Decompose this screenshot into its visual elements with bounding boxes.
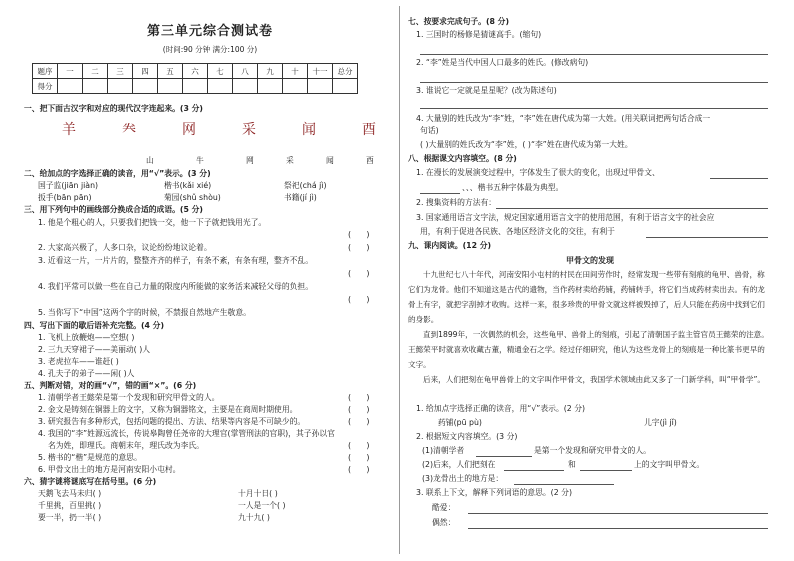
q8-item: 用，有利于促进各民族、各地区经济文化的交往，有利于 xyxy=(420,227,615,236)
q7-item: 1. 三国时的杨修是猜谜高手。(缩句) xyxy=(416,30,542,39)
q3-item: 4. 我们平常可以做一些在自己力量的限度内所能做的家务活来减轻父母的负担。 xyxy=(38,282,314,291)
q9-sub: (1)清朝学者 xyxy=(422,446,465,455)
q9-sub: 2. 根据短文内容填空。(3 分) xyxy=(416,432,518,441)
q4-heading: 四、写出下面的歇后语补充完整。(4 分) xyxy=(24,321,165,330)
answer-paren[interactable]: ( ) xyxy=(348,417,370,426)
ancient-glyph: 酉 xyxy=(362,122,376,138)
score-table-header: 题序 xyxy=(33,64,58,79)
q4-item: 4. 孔夫子的弟子——闲( )人 xyxy=(38,369,135,378)
score-table-cell[interactable] xyxy=(83,79,108,94)
q7-item[interactable]: ( )大量别的姓氏改为“李”姓，( )“李”姓在唐代成为第一大姓。 xyxy=(420,140,633,149)
answer-line[interactable] xyxy=(420,54,768,55)
q8-heading: 八、根据课文内容填空。(8 分) xyxy=(408,154,517,163)
essay-paragraph: 十九世纪七八十年代，河南安阳小屯村的村民在田间劳作时，经常发现一些带有刻痕的龟甲、兽骨，称它们为龙骨。他们不知道这是古代的遗物，当作药材卖给药铺，药铺转手，将它们当成药材卖出去。有的龙骨上有字，就把字刮掉才收购。这样一来，很多珍贵的甲骨文就这样被毁掉了，后人只能在药房中找到它们的身影。 xyxy=(408,270,765,324)
q3-item: 2. 大家高兴极了，人多口杂，议论纷纷地议论着。 xyxy=(38,243,212,252)
answer-line[interactable] xyxy=(420,82,768,83)
answer-line[interactable] xyxy=(468,513,768,514)
q3-item: 3. 近看这一片，一片片的，整整齐齐的样子，有条不紊，有条有理，整齐不乱。 xyxy=(38,256,314,265)
score-table-cell[interactable] xyxy=(58,79,83,94)
modern-char: 采 xyxy=(286,156,294,165)
q7-item: 句话) xyxy=(420,126,439,135)
essay-paragraph: 后来，人们把刻在龟甲兽骨上的文字叫作甲骨文，我国学术领域由此又多了一门新学科，叫“甲骨学”。 xyxy=(423,375,765,384)
q4-item: 3. 老虎拉车——谁赶( ) xyxy=(38,357,119,366)
score-table-cell[interactable] xyxy=(308,79,333,94)
q9-sub: (2)后来，人们把刻在 xyxy=(422,460,496,469)
score-table-header: 三 xyxy=(108,64,133,79)
page-title: 第三单元综合测试卷 xyxy=(146,24,273,39)
page-subtitle: (时间:90 分钟 满分:100 分) xyxy=(162,45,258,54)
essay-title: 甲骨文的发现 xyxy=(566,256,614,265)
q7-item: 4. 大量别的姓氏改为“李”姓，“李”姓在唐代成为第一大姓。(用关联词把两句话合成一 xyxy=(416,114,711,123)
answer-line[interactable] xyxy=(496,208,768,209)
score-table-header: 六 xyxy=(183,64,208,79)
answer-paren[interactable]: ( ) xyxy=(348,441,370,450)
q8-item: 3. 国家通用语言文字法，规定国家通用语言文字的使用范围，有利于语言文字的社会应 xyxy=(416,213,715,222)
score-table-header: 九 xyxy=(258,64,283,79)
score-table-cell[interactable] xyxy=(333,79,358,94)
score-table-cell[interactable] xyxy=(133,79,158,94)
answer-paren[interactable]: ( ) xyxy=(348,269,370,278)
pinyin-choice[interactable]: 扳手(bān pān) xyxy=(38,193,92,202)
answer-paren[interactable]: ( ) xyxy=(348,295,370,304)
modern-char: 牛 xyxy=(196,156,204,165)
q8-item: 2. 搜集资料的方法有： xyxy=(416,198,497,207)
riddle[interactable]: 十月十日( ) xyxy=(238,489,278,498)
q5-item: 名为姓，即理氏。商朝末年，理氏改为李氏。 xyxy=(48,441,204,450)
q7-item: 3. 谁说它一定就是星星呢？(改为陈述句) xyxy=(416,86,557,95)
ancient-glyph: 闻 xyxy=(302,122,316,138)
pinyin-choice[interactable]: 药铺(pū pù) xyxy=(438,418,482,427)
q4-item: 2. 三九天穿裙子——美丽动( )人 xyxy=(38,345,151,354)
answer-line[interactable] xyxy=(420,193,460,194)
score-table-cell[interactable] xyxy=(108,79,133,94)
q8-item: 1. 在漫长的发展演变过程中，字体发生了很大的变化，出现过甲骨文、 xyxy=(416,168,660,177)
ancient-glyph: 羊 xyxy=(62,122,76,138)
score-table-header: 五 xyxy=(158,64,183,79)
ancient-glyph: 𠔉 xyxy=(122,122,136,138)
score-table-cell[interactable] xyxy=(233,79,258,94)
q3-item: 5. 当你写下“中国”这两个字的时候，不禁报自然地产生敬意。 xyxy=(38,308,251,317)
score-table-cell[interactable] xyxy=(258,79,283,94)
pinyin-choice[interactable]: 楷书(kǎi xié) xyxy=(164,181,212,190)
pinyin-choice[interactable]: 菊园(shǔ shòu) xyxy=(164,193,221,202)
answer-paren[interactable]: ( ) xyxy=(348,453,370,462)
pinyin-choice[interactable]: 祭祀(chá jì) xyxy=(284,181,327,190)
q5-item: 4. 我国的“李”姓源远流长，传说皋陶曾任尧帝的大理官(掌管刑法的官职)，其子孙以官 xyxy=(38,429,335,438)
q6-heading: 六、猜字谜将谜底写在括号里。(6 分) xyxy=(24,477,157,486)
q1-heading: 一、把下面古汉字和对应的现代汉字连起来。(3 分) xyxy=(24,104,203,113)
q5-item: 5. 楷书的“楷”是规范的意思。 xyxy=(38,453,142,462)
score-table-header: 十一 xyxy=(308,64,333,79)
answer-line[interactable] xyxy=(468,528,768,529)
answer-line[interactable] xyxy=(710,178,768,179)
answer-line[interactable] xyxy=(646,237,768,238)
pinyin-choice[interactable]: 儿字(jì jǐ) xyxy=(644,418,677,427)
q3-item: 1. 他是个粗心的人，只要我们把钱一交，他一下子就把钱用光了。 xyxy=(38,218,267,227)
score-table-cell[interactable]: 得分 xyxy=(33,79,58,94)
riddle[interactable]: 天鹅飞去马未归( ) xyxy=(38,489,102,498)
score-table-header: 十 xyxy=(283,64,308,79)
q5-heading: 五、判断对错，对的画“√”，错的画“×”。(6 分) xyxy=(24,381,197,390)
score-table-header: 总分 xyxy=(333,64,358,79)
answer-line[interactable] xyxy=(504,470,564,471)
score-table-cell[interactable] xyxy=(208,79,233,94)
q7-item: 2. “李”姓是当代中国人口最多的姓氏。(修改病句) xyxy=(416,58,589,67)
riddle[interactable]: 九十九( ) xyxy=(238,513,270,522)
riddle[interactable]: 千里挑，百里挑( ) xyxy=(38,501,102,510)
answer-line[interactable] xyxy=(476,456,532,457)
modern-char: 网 xyxy=(246,156,254,165)
q9-sub: (3)龙骨出土的地方是： xyxy=(422,474,504,483)
score-table-cell[interactable] xyxy=(183,79,208,94)
q9-sub: 上的文字叫甲骨文。 xyxy=(634,460,705,469)
q9-sub: 是第一个发现和研究甲骨文的人。 xyxy=(534,446,651,455)
riddle[interactable]: 要一半，扔一半( ) xyxy=(38,513,102,522)
answer-line[interactable] xyxy=(420,108,768,109)
score-table-header: 七 xyxy=(208,64,233,79)
q8-item: 、、、楷书五种字体最为典型。 xyxy=(462,183,564,192)
q5-item: 1. 清朝学者王懿荣是第一个发现和研究甲骨文的人。 xyxy=(38,393,220,402)
riddle[interactable]: 一人是一个( ) xyxy=(238,501,286,510)
score-table-cell[interactable] xyxy=(283,79,308,94)
q9-sub: 酷爱： xyxy=(432,503,456,512)
q5-item: 6. 甲骨文出土的地方是河南安阳小屯村。 xyxy=(38,465,181,474)
score-table-header: 四 xyxy=(133,64,158,79)
score-table-header: 八 xyxy=(233,64,258,79)
score-table-header: 一 xyxy=(58,64,83,79)
answer-paren[interactable]: ( ) xyxy=(348,393,370,402)
q9-sub: 偶然： xyxy=(432,518,456,527)
answer-line[interactable] xyxy=(580,470,632,471)
q4-item: 1. 飞机上放鞭炮——空想( ) xyxy=(38,333,135,342)
q9-heading: 九、课内阅读。(12 分) xyxy=(408,241,492,250)
answer-paren[interactable]: ( ) xyxy=(348,405,370,414)
score-table-cell[interactable] xyxy=(158,79,183,94)
score-table xyxy=(32,63,358,94)
q9-sub: 3. 联系上下文，解释下列词语的意思。(2 分) xyxy=(416,488,572,497)
answer-line[interactable] xyxy=(514,484,614,485)
q5-item: 2. 金文是铸刻在铜器上的文字，又称为铜器铭文，主要是在商周时期使用。 xyxy=(38,405,298,414)
q3-heading: 三、用下列句中的画线部分换成合适的成语。(5 分) xyxy=(24,205,203,214)
q5-item: 3. 研究报告有多种形式，包括问题的提出、方法、结果等内容是不可缺少的。 xyxy=(38,417,306,426)
column-divider xyxy=(399,6,400,554)
q9-sub: 1. 给加点字选择正确的读音，用“√”表示。(2 分) xyxy=(416,404,586,413)
answer-paren[interactable]: ( ) xyxy=(348,465,370,474)
q7-heading: 七、按要求完成句子。(8 分) xyxy=(408,17,510,26)
ancient-glyph: 网 xyxy=(182,122,196,138)
q2-heading: 二、给加点的字选择正确的读音，用“√”表示。(3 分) xyxy=(24,169,211,178)
modern-char: 闻 xyxy=(326,156,334,165)
q9-sub: 和 xyxy=(568,460,576,469)
answer-paren[interactable]: ( ) xyxy=(348,230,370,239)
modern-char: 酉 xyxy=(366,156,374,165)
ancient-glyph: 采 xyxy=(242,122,256,138)
score-table-header: 二 xyxy=(83,64,108,79)
pinyin-choice[interactable]: 书籍(jí jì) xyxy=(284,193,317,202)
modern-char: 山 xyxy=(146,156,154,165)
essay-paragraph: 直到1899年，一次偶然的机会，这些龟甲、兽骨上的刻痕，引起了清朝国子监主管官员王懿荣的注意。王懿荣平时就喜欢收藏古董，精通金石之学。经过仔细研究，他认为这些龙骨上的刻痕是一种比篆书更早的文字。 xyxy=(408,330,769,369)
pinyin-choice[interactable]: 国子监(jiān jiàn) xyxy=(38,181,99,190)
answer-paren[interactable]: ( ) xyxy=(348,243,370,252)
